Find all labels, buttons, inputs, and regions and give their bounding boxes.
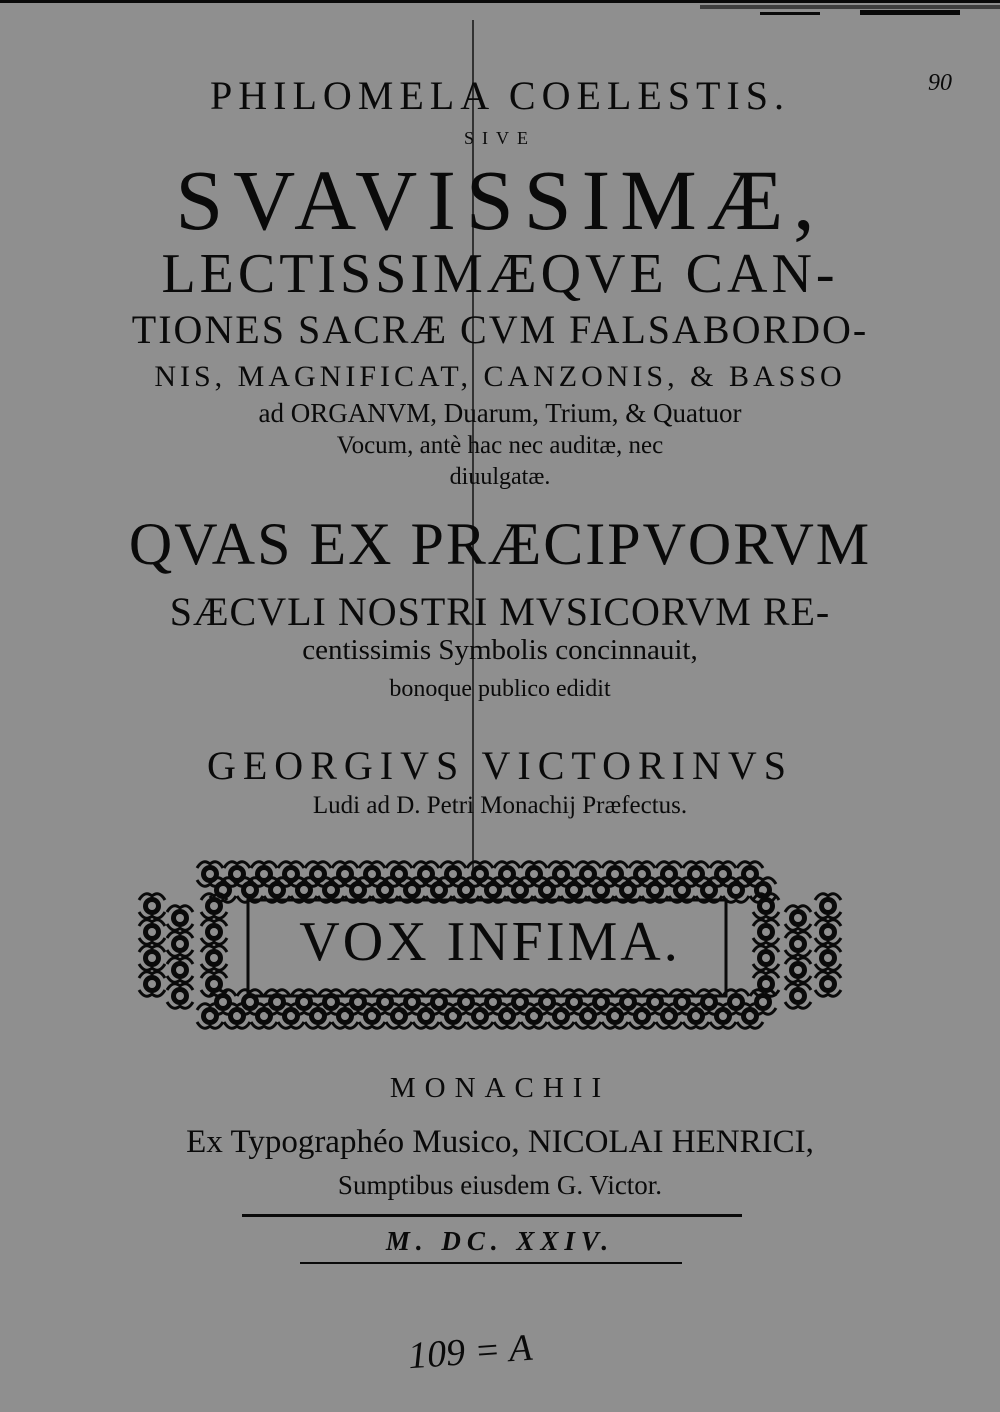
imprint-printer: Ex Typographéo Musico, NICOLAI HENRICI, — [186, 1124, 814, 1160]
author-name: GEORGIVS VICTORINVS — [206, 743, 793, 788]
title-bonoque: bonoque publico edidit — [389, 676, 611, 702]
title-diuulgatae: diuulgatæ. — [449, 464, 551, 490]
fleuron-ornament — [139, 894, 165, 919]
fleuron-ornament — [785, 984, 811, 1009]
title-recentissimis: centissimis Symbolis concinnauit, — [302, 634, 698, 666]
fleuron-ornament — [139, 920, 165, 945]
title-sive: SIVE — [464, 128, 536, 148]
fleuron-ornament — [167, 906, 193, 931]
fleuron-ornament — [139, 972, 165, 997]
year-rule — [300, 1262, 682, 1264]
fleuron-ornament — [785, 958, 811, 983]
fleuron-ornament — [815, 894, 841, 919]
voice-part-label: VOX INFIMA. — [299, 911, 681, 973]
imprint-year: M. DC. XXIV. — [385, 1226, 615, 1256]
title-quas-ex: QVAS EX PRÆCIPVORVM — [128, 511, 872, 577]
imprint-rule — [242, 1214, 742, 1217]
fleuron-ornament — [785, 932, 811, 957]
fleuron-ornament — [753, 920, 779, 945]
fleuron-ornament — [815, 946, 841, 971]
fleuron-ornament — [201, 920, 227, 945]
fleuron-ornament — [785, 906, 811, 931]
fleuron-ornament — [167, 932, 193, 957]
imprint-sumptibus: Sumptibus eiusdem G. Victor. — [337, 1170, 663, 1200]
title-magnificat: NIS, MAGNIFICAT, CANZONIS, & BASSO — [154, 360, 846, 393]
fleuron-ornament — [167, 958, 193, 983]
handwritten-shelfmark: 109 = A — [406, 1326, 534, 1378]
imprint-city: MONACHII — [389, 1072, 611, 1104]
title-ad-organum: ad ORGANVM, Duarum, Trium, & Quatuor — [258, 398, 742, 428]
fleuron-ornament — [753, 946, 779, 971]
fleuron-ornament — [815, 972, 841, 997]
title-suavissimae: SVAVISSIMÆ, — [175, 152, 825, 248]
title-philomela: PHILOMELA COELESTIS. — [210, 73, 790, 118]
author-office: Ludi ad D. Petri Monachij Præfectus. — [312, 792, 688, 819]
title-vocum: Vocum, antè hac nec auditæ, nec — [336, 432, 664, 459]
fleuron-ornament — [167, 984, 193, 1009]
fleuron-ornament — [815, 920, 841, 945]
fleuron-ornament — [201, 946, 227, 971]
title-saeculi: SÆCVLI NOSTRI MVSICORVM RE- — [169, 589, 831, 634]
title-lectissimaeque: LECTISSIMÆQVE CAN- — [161, 243, 839, 305]
fleuron-ornament — [139, 946, 165, 971]
torn-top-edge — [0, 0, 1000, 24]
folio-number: 90 — [928, 70, 952, 96]
title-tiones-sacrae: TIONES SACRÆ CVM FALSABORDO- — [131, 307, 869, 352]
